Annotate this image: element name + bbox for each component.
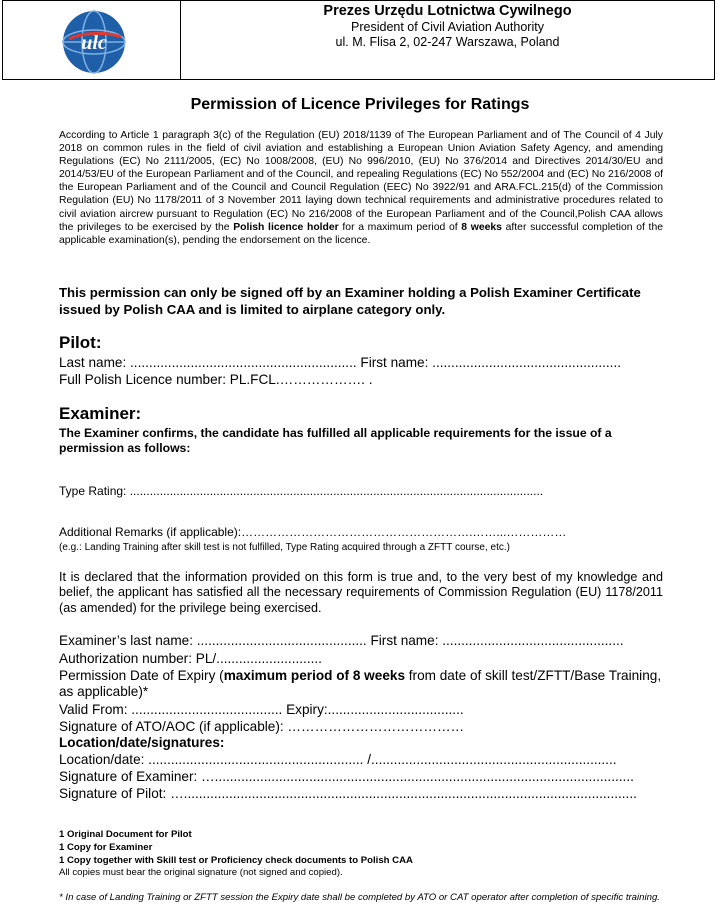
copy-item: 1 Copy for Examiner <box>59 841 153 853</box>
header-box <box>2 0 715 80</box>
pilot-heading: Pilot: <box>59 333 102 352</box>
location-date-field[interactable]: Location/date: ......................................................... /................................................................. <box>59 752 617 767</box>
expiry-text <box>59 668 663 700</box>
expiry-prefix: Permission Date of Expiry ( <box>59 668 224 683</box>
expiry-bold: maximum period of 8 weeks <box>223 668 405 683</box>
examiner-name-field[interactable]: Examiner’s last name: ............................................. First name: ................................................ <box>59 633 624 648</box>
examiner-heading: Examiner: <box>59 404 142 423</box>
copies-note: All copies must bear the original signature (not signed and copied). <box>59 867 343 879</box>
intro-text-1: According to Article 1 paragraph 3(c) of the Regulation (EU) 2018/1139 of The European Parliament and of The Council of 4 July 2018 on common rules in the field of civil aviation and establishing a European Union Aviation Safety Agency, and amending Regulations (EC) No 2111/2005, (EC) No 1008/2008, (EU) No 996/2010, (EU) No 376/2014 and Directives 2014/30/EU and 2014/53/EU of the European Parliament and of the Council, and repealing Regulations (EC) No 552/2004 and (EC) No 216/2008 of the European Parliament and of the Council and Council Regulation (EEC) No 3922/91 and ARA.FCL.215(d) of the Commission Regulation (EU) No 1178/2011 of 3 November 2011 laying down technical requirements and administrative procedures related to civil aviation aircrew pursuant to Regulation (EC) No 216/2008 of the European Parliament and of the Council,Polish CAA allows the privileges to be exercised by the <box>59 130 663 233</box>
authorization-field[interactable]: Authorization number: PL/............................ <box>59 651 322 666</box>
remarks-field[interactable]: Additional Remarks (if applicable):………………………………………………….……...…………… <box>59 525 567 539</box>
intro-bold-weeks: 8 weeks <box>461 221 502 233</box>
org-name: Prezes Urzędu Lotnictwa Cywilnego <box>323 3 572 19</box>
org-name-en: President of Civil Aviation Authority <box>351 20 544 34</box>
footnote: * In case of Landing Training or ZFTT session the Expiry date shall be completed by ATO or CAT operator after completion of specific training. <box>59 892 660 903</box>
header-text <box>181 1 714 79</box>
ato-signature-field[interactable]: Signature of ATO/AOC (if applicable): ………………………………… <box>59 719 465 734</box>
intro-bold-holder: Polish licence holder <box>233 221 339 233</box>
declaration: It is declared that the information provided on this form is true and, to the very best of my knowledge and belief, the applicant has satisfied all the necessary requirements of Commission Regulation (EU) 1178/2011 (as amended) for the privilege being exercised. <box>59 570 663 615</box>
logo-cell <box>3 1 181 79</box>
location-heading: Location/date/signatures: <box>59 735 225 750</box>
copies-list <box>59 829 413 880</box>
expiry-suffix: from date of skill test/ZFTT/Base Training, as applicable)* <box>59 668 662 699</box>
pilot-name-field[interactable]: Last name: ............................................................ First name: .................................................. <box>59 355 622 370</box>
org-address: ul. M. Flisa 2, 02-247 Warszawa, Poland <box>335 35 560 49</box>
svg-text:ulc: ulc <box>81 32 107 54</box>
pilot-signature-field[interactable]: Signature of Pilot: …........................................................................................................................ <box>59 786 637 801</box>
document-title: Permission of Licence Privileges for Ratings <box>190 96 530 113</box>
examiner-signature-field[interactable]: Signature of Examiner: …............................................................................................................... <box>59 769 634 784</box>
copy-item: 1 Copy together with Skill test or Proficiency check documents to Polish CAA <box>59 854 413 866</box>
intro-text-3: after successful completion of the applicable examination(s), pending the endorsement on the licence. <box>59 221 664 246</box>
pilot-licence-field[interactable]: Full Polish Licence number: PL.FCL.………………. . <box>59 372 373 387</box>
examiner-notice: This permission can only be signed off by an Examiner holding a Polish Examiner Certificate issued by Polish CAA and is limited to airplane category only. <box>59 285 641 317</box>
ulc-globe-logo-icon <box>61 9 127 75</box>
type-rating-field[interactable]: Type Rating: ............................................................................................................................ <box>59 484 544 498</box>
examiner-confirm: The Examiner confirms, the candidate has fulfilled all applicable requirements for the issue of a permission as follows: <box>59 426 612 455</box>
remarks-example: (e.g.: Landing Training after skill test is not fulfilled, Type Rating acquired through a ZFTT course, etc.) <box>59 542 510 553</box>
intro-text-2: for a maximum period of <box>338 221 462 233</box>
copy-item: 1 Original Document for Pilot <box>59 829 192 840</box>
intro-paragraph <box>59 129 663 247</box>
valid-from-field[interactable]: Valid From: ........................................ Expiry:.................................... <box>59 702 464 717</box>
